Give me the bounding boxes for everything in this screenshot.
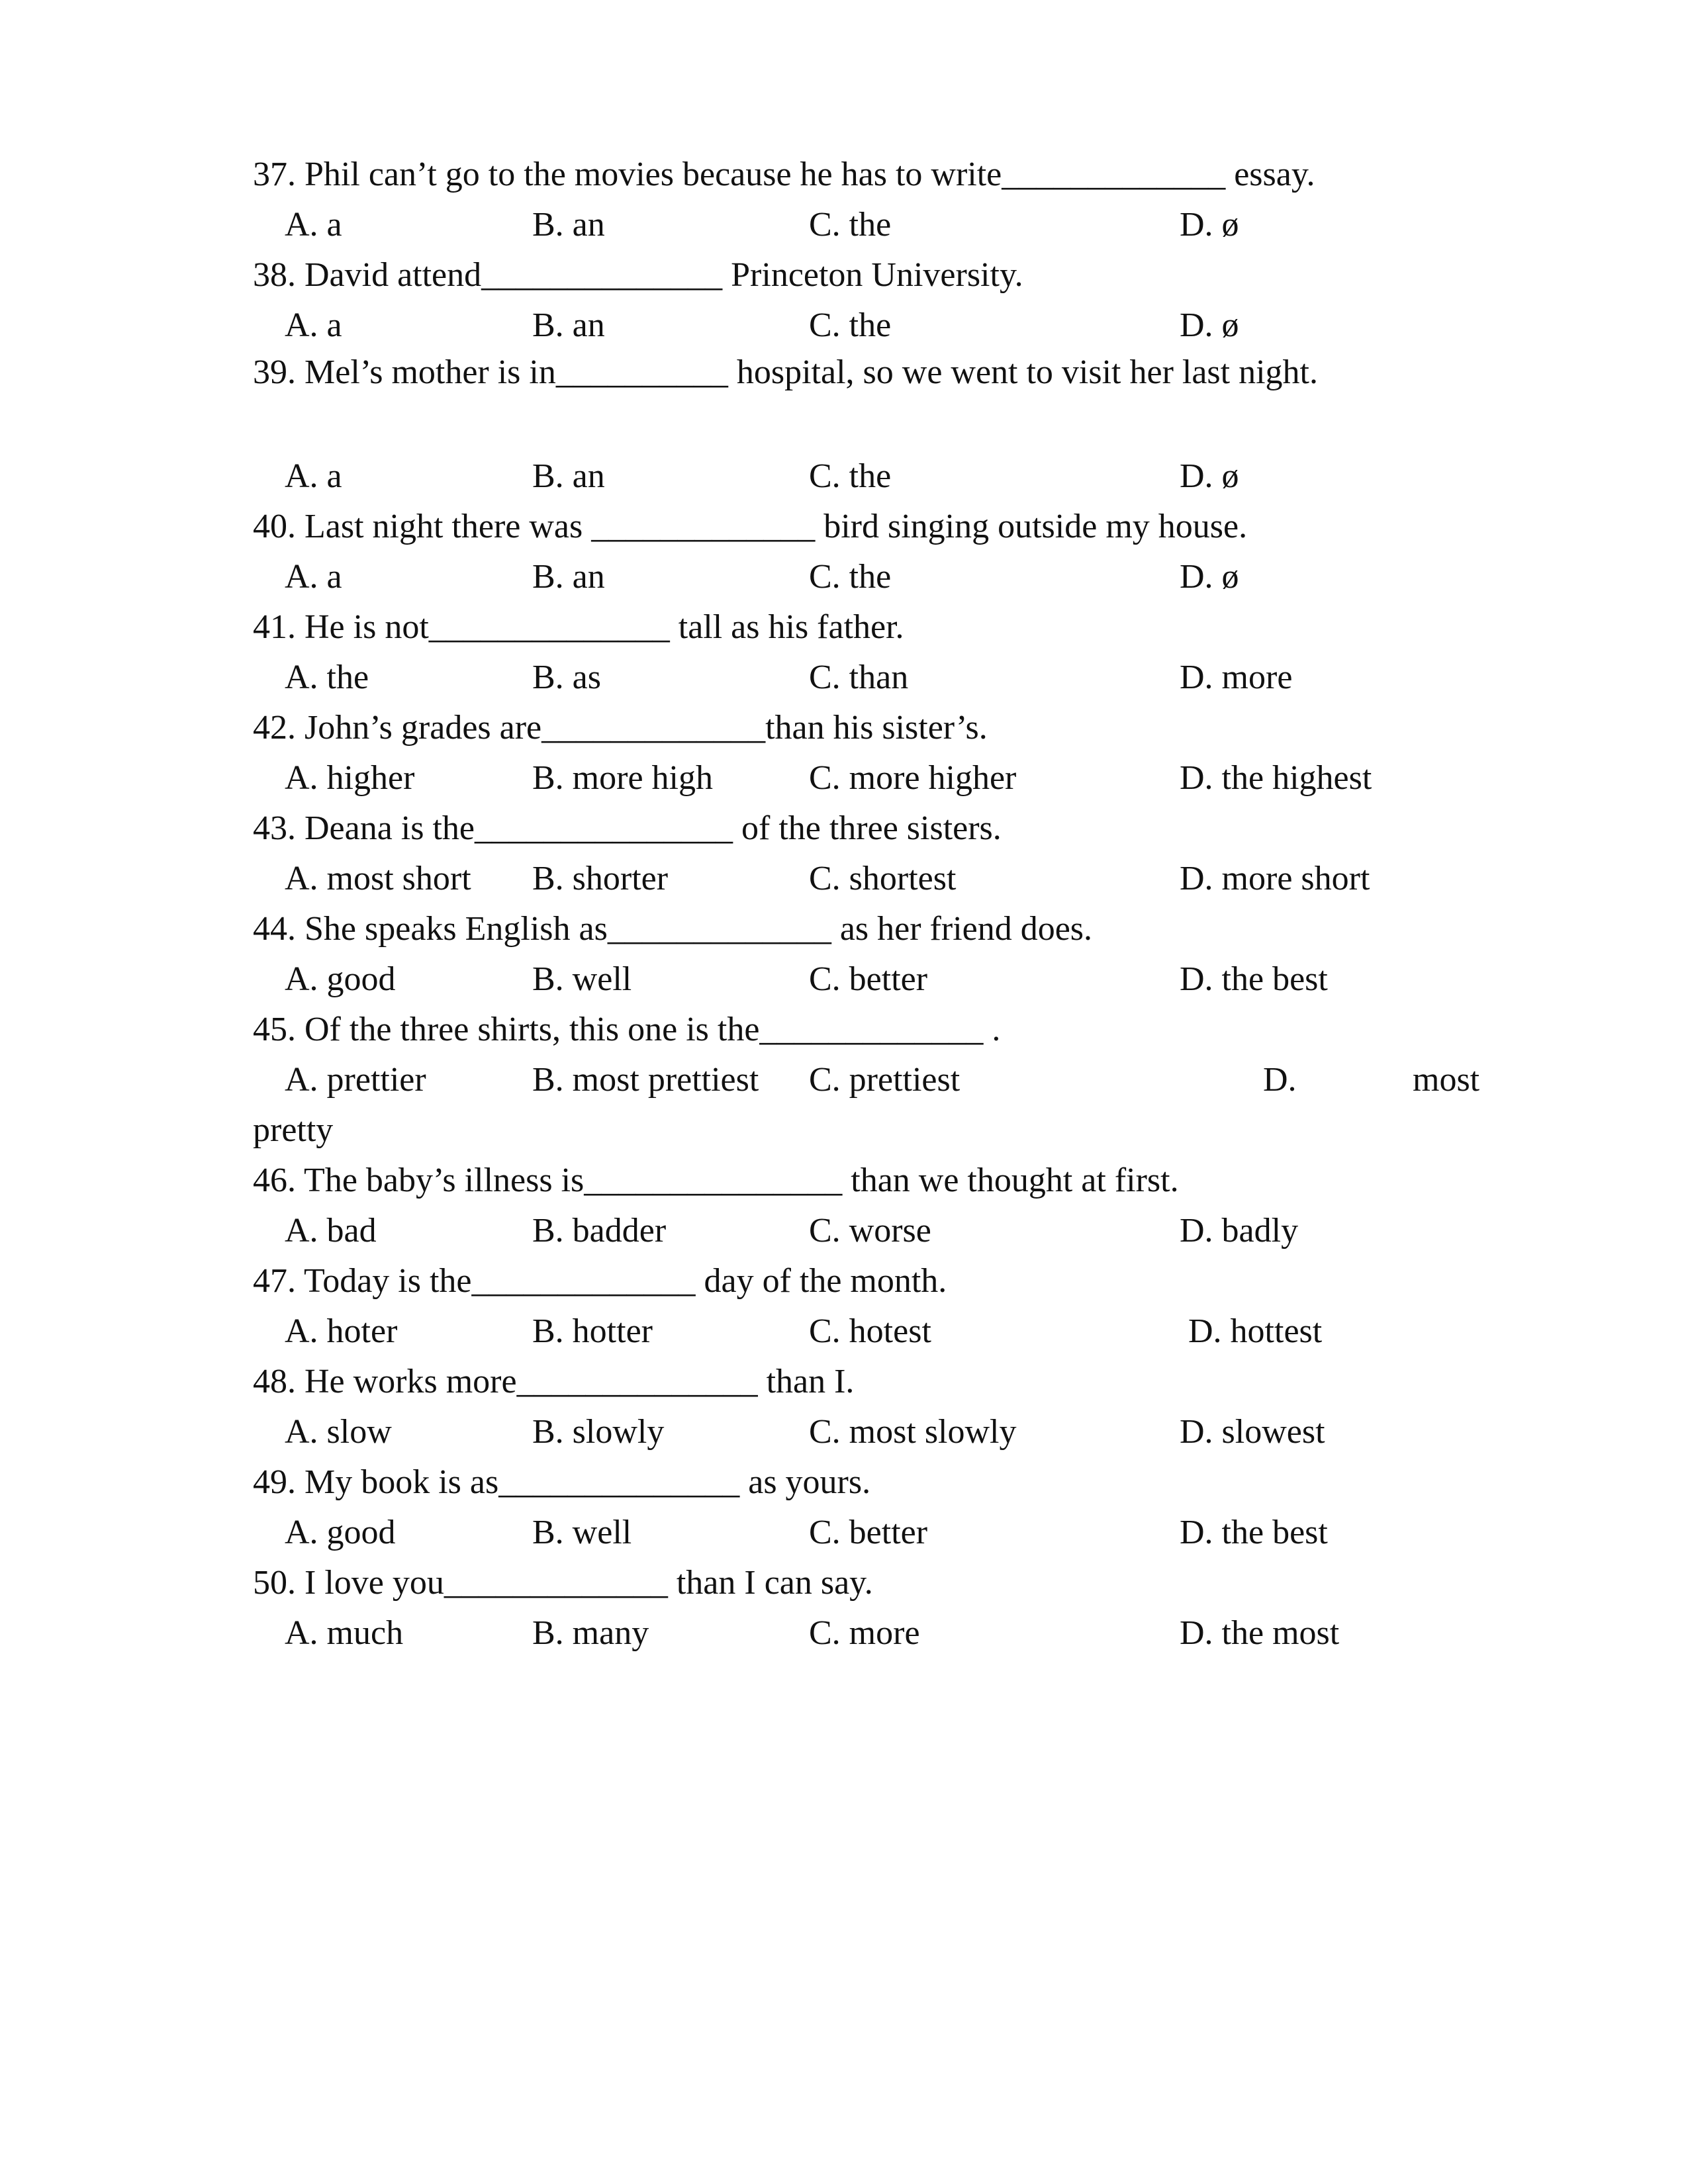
question-40-option-b: B. an	[532, 558, 605, 596]
question-43-option-b: B. shorter	[532, 860, 669, 897]
question-46-option-d: D. badly	[1180, 1212, 1299, 1250]
question-48-option-c: C. most slowly	[809, 1413, 1017, 1451]
question-50-option-a: A. much	[285, 1614, 404, 1652]
question-42-option-d: D. the highest	[1180, 759, 1372, 797]
question-49-option-b: B. well	[532, 1514, 632, 1551]
question-43-option-c: C. shortest	[809, 860, 957, 897]
question-43-option-a: A. most short	[285, 860, 471, 897]
question-42-option-b: B. more high	[532, 759, 713, 797]
question-38-stem: 38. David attend______________ Princeton University.	[253, 256, 1023, 294]
question-49-option-c: C. better	[809, 1514, 928, 1551]
question-46-option-b: B. badder	[532, 1212, 667, 1250]
question-40-stem: 40. Last night there was _____________ bird singing outside my house.	[253, 508, 1248, 545]
question-39-option-c: C. the	[809, 457, 892, 495]
question-47-option-c: C. hotest	[809, 1312, 931, 1350]
question-41-option-c: C. than	[809, 659, 909, 696]
question-50-option-d: D. the most	[1180, 1614, 1340, 1652]
question-40-option-d: D. ø	[1180, 558, 1239, 596]
question-41-option-d: D. more	[1180, 659, 1293, 696]
question-41-stem: 41. He is not______________ tall as his father.	[253, 608, 904, 646]
question-41-option-a: A. the	[285, 659, 369, 696]
question-38-option-c: C. the	[809, 306, 892, 344]
question-42-stem: 42. John’s grades are_____________than his sister’s.	[253, 709, 988, 747]
question-44-option-b: B. well	[532, 960, 632, 998]
question-45-option-d-letter: D.	[1263, 1061, 1297, 1099]
question-48-stem: 48. He works more______________ than I.	[253, 1363, 855, 1400]
question-47-stem: 47. Today is the_____________ day of the month.	[253, 1262, 947, 1300]
question-39-stem: 39. Mel’s mother is in__________ hospital, so we went to visit her last night.	[253, 353, 1319, 391]
question-48-option-b: B. slowly	[532, 1413, 665, 1451]
question-45-option-d-word2: pretty	[253, 1111, 334, 1149]
question-39-option-b: B. an	[532, 457, 605, 495]
question-47-option-a: A. hoter	[285, 1312, 398, 1350]
question-42-option-a: A. higher	[285, 759, 415, 797]
question-45-option-a: A. prettier	[285, 1061, 426, 1099]
question-40-option-a: A. a	[285, 558, 342, 596]
question-37-option-c: C. the	[809, 206, 892, 244]
question-37-option-b: B. an	[532, 206, 605, 244]
question-44-option-a: A. good	[285, 960, 396, 998]
question-44-option-d: D. the best	[1180, 960, 1328, 998]
question-41-option-b: B. as	[532, 659, 601, 696]
question-50-stem: 50. I love you_____________ than I can say.	[253, 1564, 873, 1602]
question-50-option-c: C. more	[809, 1614, 920, 1652]
question-43-option-d: D. more short	[1180, 860, 1370, 897]
question-50-option-b: B. many	[532, 1614, 649, 1652]
question-45-stem: 45. Of the three shirts, this one is the_____________ .	[253, 1011, 1001, 1048]
question-47-option-d: D. hottest	[1188, 1312, 1323, 1350]
question-48-option-a: A. slow	[285, 1413, 392, 1451]
question-37-option-d: D. ø	[1180, 206, 1239, 244]
question-40-option-c: C. the	[809, 558, 892, 596]
question-46-option-a: A. bad	[285, 1212, 377, 1250]
question-39-option-a: A. a	[285, 457, 342, 495]
question-37-stem: 37. Phil can’t go to the movies because he has to write_____________ essay.	[253, 156, 1315, 193]
question-49-stem: 49. My book is as______________ as yours.	[253, 1463, 871, 1501]
question-45-option-b: B. most prettiest	[532, 1061, 759, 1099]
question-46-stem: 46. The baby’s illness is_______________ than we thought at first.	[253, 1161, 1179, 1199]
question-38-option-b: B. an	[532, 306, 605, 344]
question-38-option-a: A. a	[285, 306, 342, 344]
question-48-option-d: D. slowest	[1180, 1413, 1325, 1451]
question-45-option-c: C. prettiest	[809, 1061, 961, 1099]
question-49-option-d: D. the best	[1180, 1514, 1328, 1551]
question-37-option-a: A. a	[285, 206, 342, 244]
question-49-option-a: A. good	[285, 1514, 396, 1551]
question-44-option-c: C. better	[809, 960, 928, 998]
question-43-stem: 43. Deana is the_______________ of the three sisters.	[253, 809, 1002, 847]
question-44-stem: 44. She speaks English as_____________ as her friend does.	[253, 910, 1093, 948]
question-47-option-b: B. hotter	[532, 1312, 653, 1350]
question-45-option-d-word1: most	[1413, 1061, 1480, 1099]
question-38-option-d: D. ø	[1180, 306, 1239, 344]
question-39-option-d: D. ø	[1180, 457, 1239, 495]
question-42-option-c: C. more higher	[809, 759, 1017, 797]
question-46-option-c: C. worse	[809, 1212, 931, 1250]
